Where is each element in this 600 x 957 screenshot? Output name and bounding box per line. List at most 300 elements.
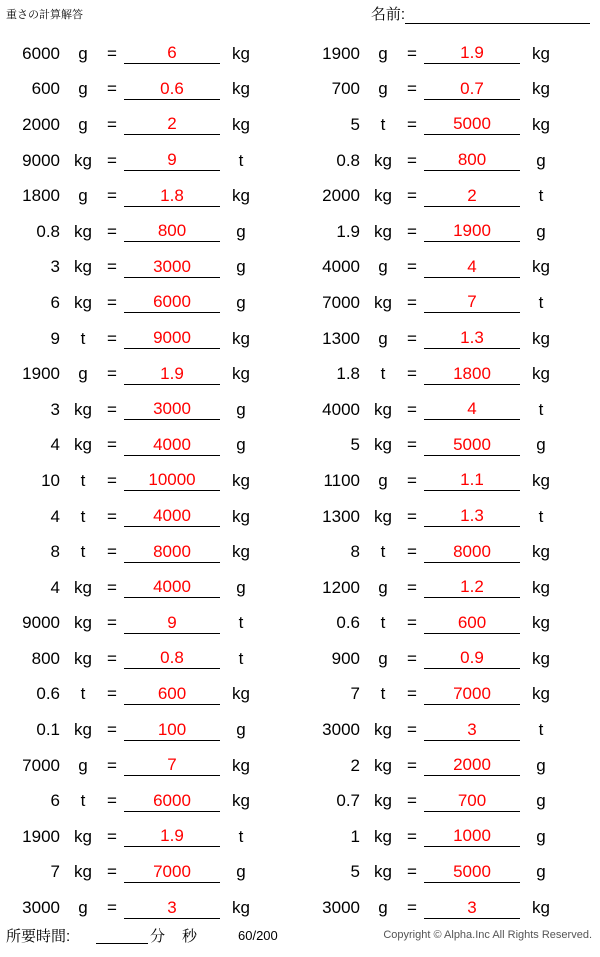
answer-unit: kg — [532, 542, 550, 562]
question-unit: kg — [374, 826, 392, 846]
problem-row — [300, 499, 600, 535]
copyright-notice: Copyright © Alpha.Inc All Rights Reserved. — [383, 929, 592, 941]
problem-row — [0, 392, 300, 428]
answer-unit: kg — [532, 328, 550, 348]
question-unit: kg — [374, 755, 392, 775]
question-unit: g — [378, 328, 388, 348]
problem-row — [300, 641, 600, 677]
answer-field[interactable]: 4000 — [124, 577, 220, 598]
answer-unit: kg — [532, 257, 550, 277]
question-unit: kg — [374, 862, 392, 882]
question-unit: g — [78, 364, 88, 384]
problem-row — [0, 534, 300, 570]
answer-unit: g — [536, 435, 546, 455]
answer-unit: kg — [532, 613, 550, 633]
question-unit: kg — [74, 648, 92, 668]
answer-field[interactable]: 6000 — [124, 791, 220, 812]
problem-column-right — [300, 36, 600, 926]
answer-unit: g — [536, 755, 546, 775]
answer-unit: g — [236, 257, 246, 277]
answer-field[interactable]: 1000 — [424, 826, 520, 847]
equals-sign: = — [107, 826, 117, 846]
question-unit: g — [78, 186, 88, 206]
answer-field[interactable]: 0.8 — [124, 648, 220, 669]
question-value: 1100 — [323, 470, 360, 490]
equals-sign: = — [107, 684, 117, 704]
question-value: 8 — [350, 542, 360, 562]
problem-row — [0, 143, 300, 179]
question-unit: g — [78, 755, 88, 775]
answer-field[interactable]: 800 — [124, 221, 220, 242]
question-value: 600 — [31, 79, 60, 99]
problem-row — [300, 463, 600, 499]
question-unit: t — [80, 506, 86, 526]
question-value: 10 — [41, 470, 60, 490]
problem-row — [0, 570, 300, 606]
answer-unit: kg — [532, 648, 550, 668]
question-value: 2000 — [22, 114, 60, 134]
question-unit: t — [80, 791, 86, 811]
problem-row — [300, 677, 600, 713]
equals-sign: = — [407, 542, 417, 562]
equals-sign: = — [407, 79, 417, 99]
equals-sign: = — [407, 648, 417, 668]
equals-sign: = — [407, 577, 417, 597]
question-value: 0.6 — [36, 684, 60, 704]
problem-row — [0, 783, 300, 819]
question-unit: kg — [374, 506, 392, 526]
question-unit: kg — [374, 292, 392, 312]
answer-field[interactable]: 1.2 — [424, 577, 520, 598]
answer-field[interactable]: 1.8 — [124, 186, 220, 207]
answer-field[interactable]: 7000 — [124, 862, 220, 883]
answer-unit: t — [538, 186, 544, 206]
problem-row — [0, 748, 300, 784]
answer-unit: t — [238, 826, 244, 846]
question-unit: g — [78, 114, 88, 134]
equals-sign: = — [107, 328, 117, 348]
equals-sign: = — [107, 577, 117, 597]
question-value: 4 — [50, 577, 60, 597]
answer-field[interactable]: 0.6 — [124, 79, 220, 100]
elapsed-time-label: 所要時間: — [6, 928, 71, 945]
answer-unit: kg — [532, 114, 550, 134]
answer-unit: g — [236, 862, 246, 882]
question-value: 8 — [50, 542, 60, 562]
answer-unit: g — [536, 221, 546, 241]
problem-row — [0, 712, 300, 748]
answer-unit: kg — [532, 684, 550, 704]
equals-sign: = — [107, 506, 117, 526]
problem-row — [0, 463, 300, 499]
question-unit: kg — [74, 435, 92, 455]
answer-field[interactable]: 3000 — [124, 399, 220, 420]
question-value: 1900 — [22, 364, 60, 384]
question-value: 7000 — [22, 755, 60, 775]
question-unit: t — [80, 328, 86, 348]
question-value: 1300 — [322, 506, 360, 526]
question-value: 0.1 — [36, 720, 60, 740]
question-value: 1.8 — [336, 364, 360, 384]
question-value: 1900 — [322, 43, 360, 63]
equals-sign: = — [107, 364, 117, 384]
question-unit: t — [80, 542, 86, 562]
name-input-line[interactable] — [405, 6, 590, 24]
answer-field[interactable]: 1.1 — [424, 470, 520, 491]
question-value: 900 — [331, 648, 360, 668]
problem-row — [300, 606, 600, 642]
problem-row — [0, 36, 300, 72]
problem-row — [0, 250, 300, 286]
equals-sign: = — [407, 862, 417, 882]
answer-field[interactable]: 3 — [124, 898, 220, 919]
equals-sign: = — [407, 221, 417, 241]
question-unit: t — [80, 470, 86, 490]
equals-sign: = — [107, 79, 117, 99]
problem-row — [300, 534, 600, 570]
question-value: 700 — [331, 79, 360, 99]
answer-field[interactable]: 0.9 — [424, 648, 520, 669]
answer-unit: t — [538, 506, 544, 526]
equals-sign: = — [107, 435, 117, 455]
answer-field[interactable]: 1.3 — [424, 506, 520, 527]
page-count: 60/200 — [238, 928, 278, 943]
equals-sign: = — [107, 862, 117, 882]
answer-unit: g — [236, 435, 246, 455]
equals-sign: = — [407, 399, 417, 419]
answer-field[interactable]: 6000 — [124, 292, 220, 313]
question-value: 3000 — [22, 898, 60, 918]
name-field-area — [371, 3, 590, 24]
answer-unit: t — [238, 613, 244, 633]
answer-unit: g — [236, 221, 246, 241]
page-header — [0, 0, 600, 34]
question-value: 7000 — [322, 292, 360, 312]
question-value: 3000 — [322, 898, 360, 918]
equals-sign: = — [107, 898, 117, 918]
answer-unit: t — [238, 648, 244, 668]
question-unit: kg — [74, 720, 92, 740]
question-unit: kg — [74, 577, 92, 597]
question-value: 2000 — [322, 186, 360, 206]
equals-sign: = — [107, 114, 117, 134]
answer-unit: g — [236, 399, 246, 419]
answer-field[interactable]: 7 — [424, 292, 520, 313]
question-value: 4 — [50, 435, 60, 455]
answer-unit: kg — [232, 791, 250, 811]
problem-row — [300, 285, 600, 321]
answer-unit: g — [536, 791, 546, 811]
question-unit: t — [380, 684, 386, 704]
answer-field[interactable]: 8000 — [124, 542, 220, 563]
answer-field[interactable]: 1.3 — [424, 328, 520, 349]
seconds-unit-label: 秒 — [182, 928, 198, 945]
equals-sign: = — [107, 186, 117, 206]
problem-row — [0, 72, 300, 108]
question-unit: kg — [74, 292, 92, 312]
answer-field[interactable]: 7000 — [424, 684, 520, 705]
answer-field[interactable]: 9 — [124, 613, 220, 634]
answer-unit: t — [538, 399, 544, 419]
question-unit: g — [378, 43, 388, 63]
question-value: 6 — [50, 791, 60, 811]
answer-field[interactable]: 7 — [124, 755, 220, 776]
question-value: 0.7 — [336, 791, 360, 811]
answer-field[interactable]: 2 — [424, 186, 520, 207]
question-unit: g — [378, 257, 388, 277]
equals-sign: = — [407, 328, 417, 348]
equals-sign: = — [107, 720, 117, 740]
answer-unit: kg — [532, 79, 550, 99]
question-unit: kg — [374, 435, 392, 455]
equals-sign: = — [407, 898, 417, 918]
question-unit: t — [380, 364, 386, 384]
page-title: 重さの計算解答 — [6, 9, 83, 21]
answer-unit: g — [536, 862, 546, 882]
answer-unit: g — [536, 826, 546, 846]
problem-row — [300, 178, 600, 214]
answer-unit: kg — [232, 684, 250, 704]
problem-row — [0, 606, 300, 642]
question-unit: t — [80, 684, 86, 704]
problem-row — [300, 214, 600, 250]
answer-field[interactable]: 700 — [424, 791, 520, 812]
question-unit: kg — [74, 862, 92, 882]
problem-row — [300, 36, 600, 72]
problem-row — [0, 855, 300, 891]
page-footer — [0, 917, 600, 957]
answer-field[interactable]: 4 — [424, 399, 520, 420]
answer-unit: kg — [232, 43, 250, 63]
answer-unit: kg — [232, 470, 250, 490]
answer-field[interactable]: 3 — [424, 720, 520, 741]
answer-field[interactable]: 3000 — [124, 257, 220, 278]
answer-unit: kg — [532, 577, 550, 597]
equals-sign: = — [107, 399, 117, 419]
answer-field[interactable]: 0.7 — [424, 79, 520, 100]
answer-unit: kg — [532, 364, 550, 384]
answer-field[interactable]: 4 — [424, 257, 520, 278]
question-value: 3 — [50, 257, 60, 277]
question-unit: kg — [74, 221, 92, 241]
problem-row — [0, 178, 300, 214]
question-value: 1 — [350, 826, 360, 846]
problem-grid — [0, 36, 600, 926]
question-value: 6000 — [22, 43, 60, 63]
problem-row — [300, 712, 600, 748]
question-unit: g — [378, 577, 388, 597]
answer-field[interactable]: 10000 — [124, 470, 220, 491]
question-unit: kg — [374, 186, 392, 206]
question-value: 5 — [350, 114, 360, 134]
question-value: 4000 — [322, 399, 360, 419]
answer-unit: kg — [232, 755, 250, 775]
question-unit: kg — [374, 221, 392, 241]
question-unit: kg — [374, 399, 392, 419]
name-label: 名前: — [370, 6, 405, 23]
problem-row — [300, 143, 600, 179]
equals-sign: = — [107, 470, 117, 490]
answer-unit: g — [236, 577, 246, 597]
equals-sign: = — [407, 150, 417, 170]
answer-field[interactable]: 5000 — [424, 435, 520, 456]
question-unit: g — [78, 79, 88, 99]
equals-sign: = — [407, 43, 417, 63]
problem-row — [300, 321, 600, 357]
problem-row — [300, 855, 600, 891]
answer-unit: kg — [532, 470, 550, 490]
question-value: 6 — [50, 292, 60, 312]
equals-sign: = — [407, 435, 417, 455]
answer-field[interactable]: 2000 — [424, 755, 520, 776]
question-value: 1300 — [322, 328, 360, 348]
equals-sign: = — [107, 791, 117, 811]
problem-row — [0, 321, 300, 357]
problem-row — [0, 677, 300, 713]
equals-sign: = — [407, 506, 417, 526]
question-value: 1200 — [322, 577, 360, 597]
question-value: 3 — [50, 399, 60, 419]
question-value: 1900 — [22, 826, 60, 846]
problem-row — [300, 783, 600, 819]
equals-sign: = — [107, 257, 117, 277]
answer-field[interactable]: 5000 — [424, 862, 520, 883]
answer-unit: kg — [232, 542, 250, 562]
question-value: 5 — [350, 862, 360, 882]
problem-row — [300, 250, 600, 286]
answer-field[interactable]: 800 — [424, 150, 520, 171]
equals-sign: = — [107, 150, 117, 170]
question-value: 2 — [350, 755, 360, 775]
problem-row — [0, 641, 300, 677]
answer-field[interactable]: 1.9 — [424, 43, 520, 64]
answer-field[interactable]: 4000 — [124, 435, 220, 456]
equals-sign: = — [407, 186, 417, 206]
question-unit: kg — [374, 791, 392, 811]
answer-field[interactable]: 8000 — [424, 542, 520, 563]
answer-field[interactable]: 600 — [424, 613, 520, 634]
answer-field[interactable]: 1.9 — [124, 826, 220, 847]
answer-field[interactable]: 2 — [124, 114, 220, 135]
question-unit: g — [378, 898, 388, 918]
problem-row — [300, 428, 600, 464]
question-value: 4 — [50, 506, 60, 526]
problem-row — [300, 748, 600, 784]
question-unit: t — [380, 542, 386, 562]
problem-row — [300, 819, 600, 855]
question-value: 1.9 — [336, 221, 360, 241]
answer-field[interactable]: 9 — [124, 150, 220, 171]
question-value: 3000 — [322, 720, 360, 740]
problem-column-left — [0, 36, 300, 926]
answer-unit: kg — [232, 79, 250, 99]
equals-sign: = — [107, 755, 117, 775]
question-value: 1800 — [22, 186, 60, 206]
equals-sign: = — [407, 257, 417, 277]
equals-sign: = — [107, 221, 117, 241]
answer-unit: kg — [232, 328, 250, 348]
answer-unit: g — [236, 720, 246, 740]
minutes-input-line[interactable] — [96, 925, 148, 944]
answer-unit: kg — [232, 114, 250, 134]
question-value: 7 — [50, 862, 60, 882]
equals-sign: = — [407, 720, 417, 740]
question-unit: kg — [74, 613, 92, 633]
question-value: 4000 — [322, 257, 360, 277]
question-unit: g — [378, 648, 388, 668]
answer-field[interactable]: 100 — [124, 720, 220, 741]
answer-field[interactable]: 1800 — [424, 364, 520, 385]
question-unit: kg — [74, 150, 92, 170]
equals-sign: = — [407, 684, 417, 704]
equals-sign: = — [107, 613, 117, 633]
answer-field[interactable]: 5000 — [424, 114, 520, 135]
answer-unit: kg — [232, 186, 250, 206]
answer-field[interactable]: 1.9 — [124, 364, 220, 385]
question-value: 0.8 — [36, 221, 60, 241]
problem-row — [0, 107, 300, 143]
minutes-unit-label: 分 — [150, 928, 166, 945]
problem-row — [0, 214, 300, 250]
problem-row — [0, 285, 300, 321]
question-unit: t — [380, 114, 386, 134]
equals-sign: = — [407, 364, 417, 384]
question-value: 800 — [31, 648, 60, 668]
equals-sign: = — [407, 755, 417, 775]
problem-row — [300, 392, 600, 428]
equals-sign: = — [407, 791, 417, 811]
question-unit: g — [378, 79, 388, 99]
equals-sign: = — [407, 292, 417, 312]
question-value: 0.8 — [336, 150, 360, 170]
answer-unit: kg — [232, 364, 250, 384]
equals-sign: = — [107, 542, 117, 562]
question-unit: kg — [74, 399, 92, 419]
answer-field[interactable]: 4000 — [124, 506, 220, 527]
question-unit: kg — [374, 720, 392, 740]
answer-unit: t — [538, 292, 544, 312]
question-value: 0.6 — [336, 613, 360, 633]
question-value: 9 — [50, 328, 60, 348]
answer-field[interactable]: 600 — [124, 684, 220, 705]
problem-row — [0, 499, 300, 535]
problem-row — [0, 819, 300, 855]
answer-field[interactable]: 3 — [424, 898, 520, 919]
equals-sign: = — [107, 43, 117, 63]
answer-unit: kg — [532, 43, 550, 63]
answer-field[interactable]: 1900 — [424, 221, 520, 242]
answer-unit: t — [238, 150, 244, 170]
answer-unit: kg — [532, 898, 550, 918]
question-unit: kg — [74, 826, 92, 846]
question-unit: t — [380, 613, 386, 633]
problem-row — [300, 570, 600, 606]
answer-unit: kg — [232, 898, 250, 918]
answer-unit: kg — [232, 506, 250, 526]
answer-unit: g — [536, 150, 546, 170]
question-unit: g — [78, 43, 88, 63]
equals-sign: = — [107, 648, 117, 668]
answer-field[interactable]: 9000 — [124, 328, 220, 349]
question-value: 9000 — [22, 150, 60, 170]
equals-sign: = — [407, 470, 417, 490]
equals-sign: = — [107, 292, 117, 312]
equals-sign: = — [407, 613, 417, 633]
question-unit: kg — [74, 257, 92, 277]
problem-row — [300, 356, 600, 392]
question-value: 5 — [350, 435, 360, 455]
answer-field[interactable]: 6 — [124, 43, 220, 64]
